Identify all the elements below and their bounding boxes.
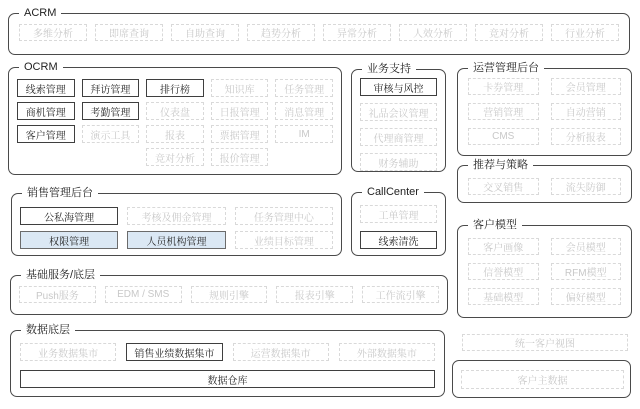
section-business-support bbox=[351, 63, 446, 172]
section-ocrm bbox=[8, 61, 342, 175]
customer-master-data-container bbox=[452, 360, 631, 398]
business-support-module-grid bbox=[352, 70, 445, 171]
module-box: 考核及佣金管理 bbox=[127, 207, 225, 225]
section-data-layer bbox=[10, 324, 445, 397]
module-box: 日报管理 bbox=[211, 102, 269, 120]
module-box: 竞对分析 bbox=[146, 148, 204, 166]
module-box: 报表 bbox=[146, 125, 204, 143]
module-box: 卡券管理 bbox=[468, 78, 539, 95]
section-recommendation-strategy bbox=[457, 159, 632, 203]
section-data-layer-title: 数据底层 bbox=[21, 323, 75, 338]
module-box: 票据管理 bbox=[211, 125, 269, 143]
section-operations-admin-title: 运营管理后台 bbox=[468, 61, 544, 76]
module-box: RFM模型 bbox=[551, 263, 622, 280]
data-layer-module-grid bbox=[11, 331, 444, 388]
module-box: 会员管理 bbox=[551, 78, 622, 95]
module-box: 演示工具 bbox=[82, 125, 140, 143]
module-box: 公私海管理 bbox=[20, 207, 118, 225]
module-box: 工单管理 bbox=[360, 205, 437, 223]
module-box: 趋势分析 bbox=[247, 24, 315, 41]
module-box: 数据仓库 bbox=[20, 370, 435, 388]
module-box: 竞对分析 bbox=[475, 24, 543, 41]
module-box: 即席查询 bbox=[95, 24, 163, 41]
module-box: 线索管理 bbox=[17, 79, 75, 97]
module-box: 商机管理 bbox=[17, 102, 75, 120]
module-box: 报价管理 bbox=[211, 148, 269, 166]
module-box: 会员模型 bbox=[551, 238, 622, 255]
module-box: 行业分析 bbox=[551, 24, 619, 41]
module-box: 基础模型 bbox=[468, 288, 539, 305]
module-box: CMS bbox=[468, 128, 539, 145]
customer-master-data-box: 客户主数据 bbox=[461, 370, 624, 389]
module-box: 规则引擎 bbox=[191, 286, 268, 303]
module-box: IM bbox=[275, 125, 333, 143]
module-box: 信誉模型 bbox=[468, 263, 539, 280]
module-box: 人员机构管理 bbox=[127, 231, 225, 249]
module-box: 权限管理 bbox=[20, 231, 118, 249]
section-callcenter bbox=[351, 186, 446, 256]
module-box: 客户画像 bbox=[468, 238, 539, 255]
module-box: 报表引擎 bbox=[276, 286, 353, 303]
section-sales-admin-title: 销售管理后台 bbox=[22, 186, 98, 201]
unified-customer-view-box: 统一客户视图 bbox=[462, 334, 628, 351]
module-box: 偏好模型 bbox=[551, 288, 622, 305]
module-box: 消息管理 bbox=[275, 102, 333, 120]
module-box: 业务数据集市 bbox=[20, 343, 116, 361]
module-box: 外部数据集市 bbox=[339, 343, 435, 361]
module-box: 多维分析 bbox=[19, 24, 87, 41]
module-box: 礼品会议管理 bbox=[360, 103, 437, 121]
module-box: 任务管理中心 bbox=[235, 207, 333, 225]
section-sales-admin bbox=[11, 187, 342, 256]
module-box: 知识库 bbox=[211, 79, 269, 97]
module-box: 仪表盘 bbox=[146, 102, 204, 120]
module-box: 考勤管理 bbox=[82, 102, 140, 120]
section-business-support-title: 业务支持 bbox=[362, 62, 416, 77]
module-box: 任务管理 bbox=[275, 79, 333, 97]
section-operations-admin bbox=[457, 62, 632, 156]
module-box: 客户管理 bbox=[17, 125, 75, 143]
section-customer-model bbox=[457, 219, 632, 318]
module-box: 线索清洗 bbox=[360, 231, 437, 249]
section-customer-model-title: 客户模型 bbox=[468, 218, 522, 233]
module-box: 自助查询 bbox=[171, 24, 239, 41]
module-box: Push服务 bbox=[19, 286, 96, 303]
module-box: EDM / SMS bbox=[105, 286, 182, 303]
ocrm-module-grid bbox=[9, 68, 341, 166]
module-box: 人效分析 bbox=[399, 24, 467, 41]
module-box: 工作流引擎 bbox=[362, 286, 439, 303]
module-box: 营销管理 bbox=[468, 103, 539, 120]
module-box: 拜访管理 bbox=[82, 79, 140, 97]
section-callcenter-title: CallCenter bbox=[362, 185, 424, 200]
module-box: 销售业绩数据集市 bbox=[126, 343, 222, 361]
section-acrm-title: ACRM bbox=[19, 6, 61, 21]
module-box: 代理商管理 bbox=[360, 128, 437, 146]
module-box: 自动营销 bbox=[551, 103, 622, 120]
customer-model-module-grid bbox=[458, 226, 631, 305]
module-box: 排行榜 bbox=[146, 79, 204, 97]
module-box: 业绩目标管理 bbox=[235, 231, 333, 249]
module-box: 分析报表 bbox=[551, 128, 622, 145]
section-acrm bbox=[8, 7, 630, 55]
module-box: 财务辅助 bbox=[360, 153, 437, 171]
acrm-module-grid bbox=[9, 14, 629, 41]
module-box: 异常分析 bbox=[323, 24, 391, 41]
module-box: 审核与风控 bbox=[360, 78, 437, 96]
section-recommendation-strategy-title: 推荐与策略 bbox=[468, 158, 533, 173]
section-base-services-title: 基础服务/底层 bbox=[21, 268, 100, 283]
sales-admin-module-grid bbox=[12, 194, 341, 249]
operations-admin-module-grid bbox=[458, 69, 631, 145]
module-box: 流失防御 bbox=[551, 178, 622, 195]
section-base-services bbox=[10, 269, 448, 315]
module-box: 运营数据集市 bbox=[233, 343, 329, 361]
callcenter-module-grid bbox=[352, 193, 445, 249]
section-ocrm-title: OCRM bbox=[19, 60, 63, 75]
module-box: 交叉销售 bbox=[468, 178, 539, 195]
